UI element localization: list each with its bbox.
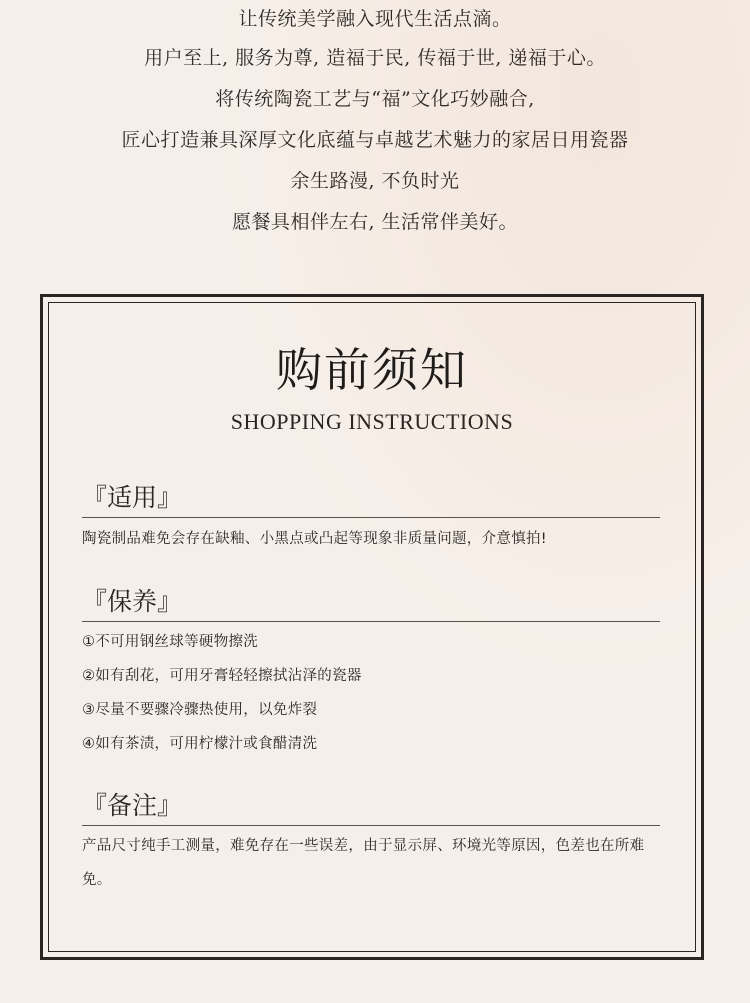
section-maintenance [82, 585, 660, 761]
list-item: ③尽量不要骤冷骤热使用，以免炸裂 [82, 702, 318, 718]
intro-line: 将传统陶瓷工艺与“福”文化巧妙融合, [215, 88, 535, 110]
list-item: ①不可用钢丝球等硬物擦洗 [82, 634, 259, 650]
intro-line: 用户至上, 服务为尊, 造福于民, 传福于世, 递福于心。 [144, 47, 606, 69]
intro-line: 愿餐具相伴左右, 生活常伴美好。 [231, 211, 519, 233]
section-title: 『保养』 [82, 585, 660, 622]
notice-title: 购前须知 [276, 343, 468, 397]
intro-line: 让传统美学融入现代生活点滴。 [238, 8, 512, 30]
intro-line: 余生路漫, 不负时光 [290, 170, 460, 192]
section-title: 『适用』 [82, 481, 660, 518]
section-text: 产品尺寸纯手工测量，难免存在一些误差，由于显示屏、环境光等原因，色差也在所难免。 [82, 838, 645, 888]
notice-subtitle: SHOPPING INSTRUCTIONS [230, 409, 514, 434]
section-remarks [82, 789, 660, 897]
intro-line: 匠心打造兼具深厚文化底蕴与卓越艺术魅力的家居日用瓷器 [121, 129, 629, 151]
section-title: 『备注』 [82, 789, 660, 826]
maintenance-list [82, 625, 660, 761]
list-item: ④如有茶渍，可用柠檬汁或食醋清洗 [82, 736, 318, 752]
section-applicable [82, 481, 660, 556]
shopping-notice-frame [40, 294, 704, 960]
list-item: ②如有刮花，可用牙膏轻轻擦拭沾泽的瓷器 [82, 668, 362, 684]
section-text: 陶瓷制品难免会存在缺釉、小黑点或凸起等现象非质量问题，介意慎拍! [82, 531, 547, 547]
intro-text-block [0, 0, 750, 243]
